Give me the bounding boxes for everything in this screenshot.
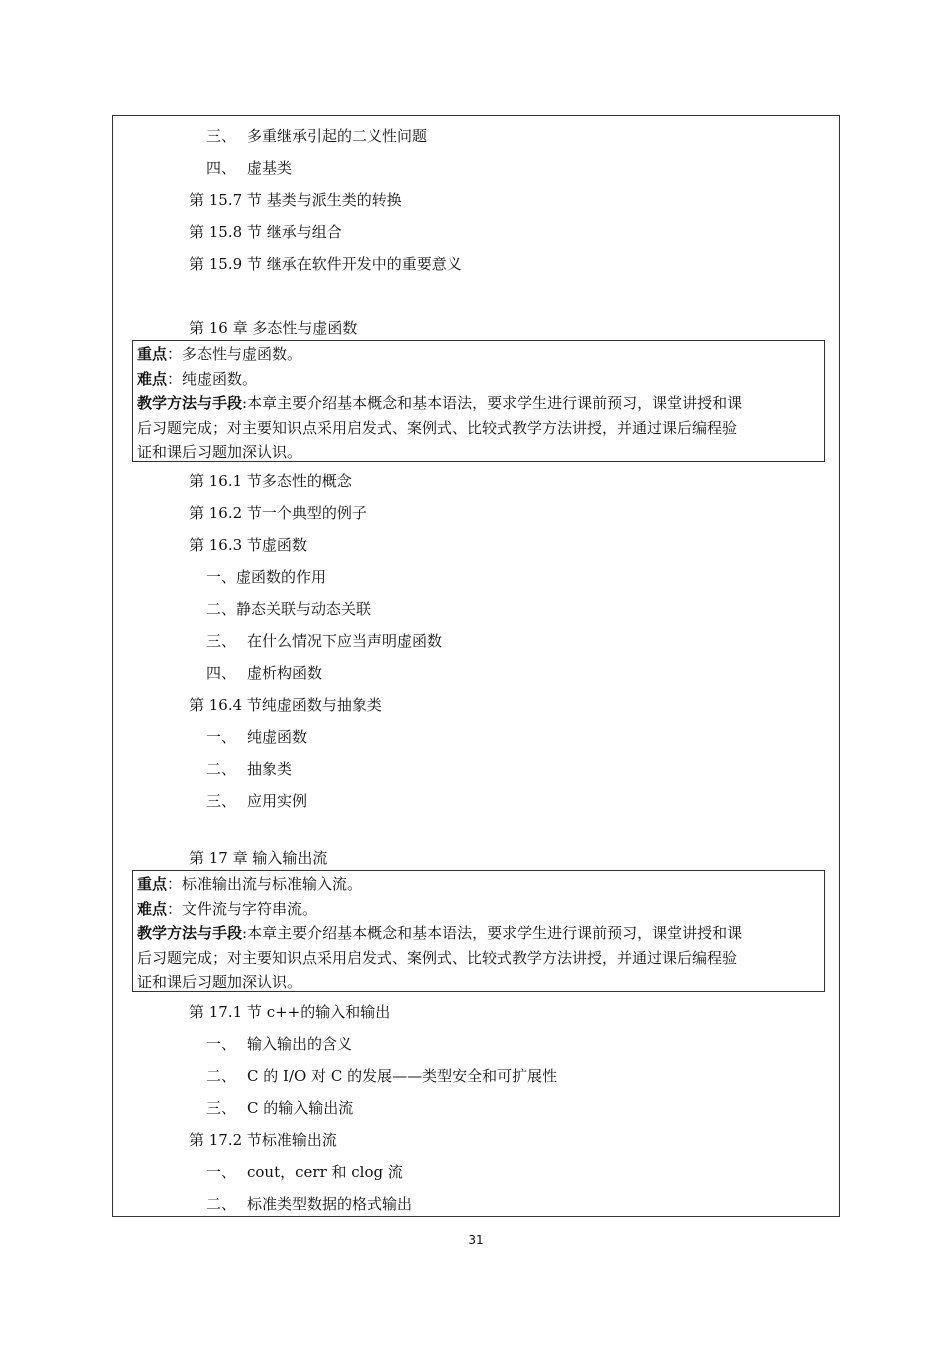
section-17-2: 第 17.2 节标准输出流 [189, 1131, 337, 1149]
section-17-1: 第 17.1 节 c++的输入和输出 [189, 1003, 391, 1021]
sec16-4-item-3 [206, 791, 307, 811]
sec16-3-item-3 [206, 631, 442, 651]
item-number: 三、 [206, 792, 237, 810]
teaching-method-line: 证和课后习题加深认识。 [137, 443, 303, 461]
section-15-8: 第 15.8 节 继承与组合 [189, 223, 342, 241]
sec16-3-item-1: 一、虚函数的作用 [206, 568, 327, 586]
key-point [137, 342, 820, 367]
key-point [137, 872, 820, 897]
chapter-16-title: 第 16 章 多态性与虚函数 [189, 319, 358, 337]
sec16-4-item-2 [206, 759, 292, 779]
item-text: C 的 I/O 对 C 的发展——类型安全和可扩展性 [247, 1067, 558, 1085]
section-15-9: 第 15.9 节 继承在软件开发中的重要意义 [189, 255, 462, 273]
item-number: 二、 [206, 760, 237, 778]
item-number: 四、 [206, 664, 237, 682]
teaching-method-line: 证和课后习题加深认识。 [137, 973, 303, 991]
teaching-method-line: 后习题完成；对主要知识点采用启发式、案例式、比较式教学方法讲授，并通过课后编程验 [137, 418, 738, 437]
sec17-2-item-1 [206, 1162, 403, 1182]
item-text: 虚基类 [247, 159, 293, 177]
section-16-4: 第 16.4 节纯虚函数与抽象类 [189, 696, 382, 714]
item-text: 标准类型数据的格式输出 [247, 1195, 413, 1213]
key-point-label: 重点 [137, 875, 168, 893]
key-point-text: ：多态性与虚函数。 [167, 345, 303, 363]
item-number: 二、 [206, 1067, 237, 1085]
difficult-point-text: ：文件流与字符串流。 [167, 899, 318, 918]
teaching-method-line: :本章主要介绍基本概念和基本语法，要求学生进行课前预习，课堂讲授和课 [242, 924, 743, 942]
chapter-17-summary-box [132, 870, 825, 992]
difficult-point-label: 难点 [137, 899, 168, 918]
sec17-1-item-1 [206, 1034, 352, 1054]
key-point-label: 重点 [137, 345, 168, 363]
chapter-16-summary-box [132, 340, 825, 462]
sec17-1-item-3 [206, 1098, 353, 1118]
item-text: 虚析构函数 [247, 664, 323, 682]
section-16-1: 第 16.1 节多态性的概念 [189, 472, 352, 490]
page-number: 31 [468, 1233, 484, 1247]
item-text: 纯虚函数 [247, 728, 308, 746]
item-number: 三、 [206, 127, 237, 145]
difficult-point-text: ：纯虚函数。 [167, 369, 258, 388]
chapter-17-title: 第 17 章 输入输出流 [189, 849, 328, 867]
item-number: 二、 [206, 1195, 237, 1213]
teaching-method [137, 391, 820, 416]
sec16-3-item-2: 二、静态关联与动态关联 [206, 600, 372, 618]
sec17-1-item-2 [206, 1066, 557, 1086]
sec15-item-4 [206, 158, 292, 178]
item-text: 多重继承引起的二义性问题 [247, 127, 428, 145]
item-number: 三、 [206, 1099, 237, 1117]
item-text: cout，cerr 和 clog 流 [247, 1163, 403, 1181]
item-text: 应用实例 [247, 792, 308, 810]
item-number: 一、 [206, 1163, 237, 1181]
item-text: 输入输出的含义 [247, 1035, 353, 1053]
teaching-method-label: 教学方法与手段 [137, 394, 243, 412]
teaching-method-line: 后习题完成；对主要知识点采用启发式、案例式、比较式教学方法讲授，并通过课后编程验 [137, 948, 738, 967]
item-number: 一、 [206, 728, 237, 746]
sec16-3-item-4 [206, 663, 322, 683]
key-point-text: ：标准输出流与标准输入流。 [167, 875, 363, 893]
item-text: 在什么情况下应当声明虚函数 [247, 632, 443, 650]
section-15-7: 第 15.7 节 基类与派生类的转换 [189, 191, 402, 209]
item-number: 三、 [206, 632, 237, 650]
item-number: 四、 [206, 159, 237, 177]
teaching-method-label: 教学方法与手段 [137, 924, 243, 942]
difficult-point [137, 897, 820, 922]
section-16-3: 第 16.3 节虚函数 [189, 536, 307, 554]
teaching-method [137, 921, 820, 946]
difficult-point-label: 难点 [137, 369, 168, 388]
sec17-2-item-2 [206, 1194, 412, 1214]
sec16-4-item-1 [206, 727, 307, 747]
difficult-point [137, 367, 820, 392]
item-text: C 的输入输出流 [247, 1099, 354, 1117]
teaching-method-line: :本章主要介绍基本概念和基本语法，要求学生进行课前预习，课堂讲授和课 [242, 394, 743, 412]
item-text: 抽象类 [247, 760, 293, 778]
sec15-item-3 [206, 126, 427, 146]
item-number: 一、 [206, 1035, 237, 1053]
section-16-2: 第 16.2 节一个典型的例子 [189, 504, 367, 522]
